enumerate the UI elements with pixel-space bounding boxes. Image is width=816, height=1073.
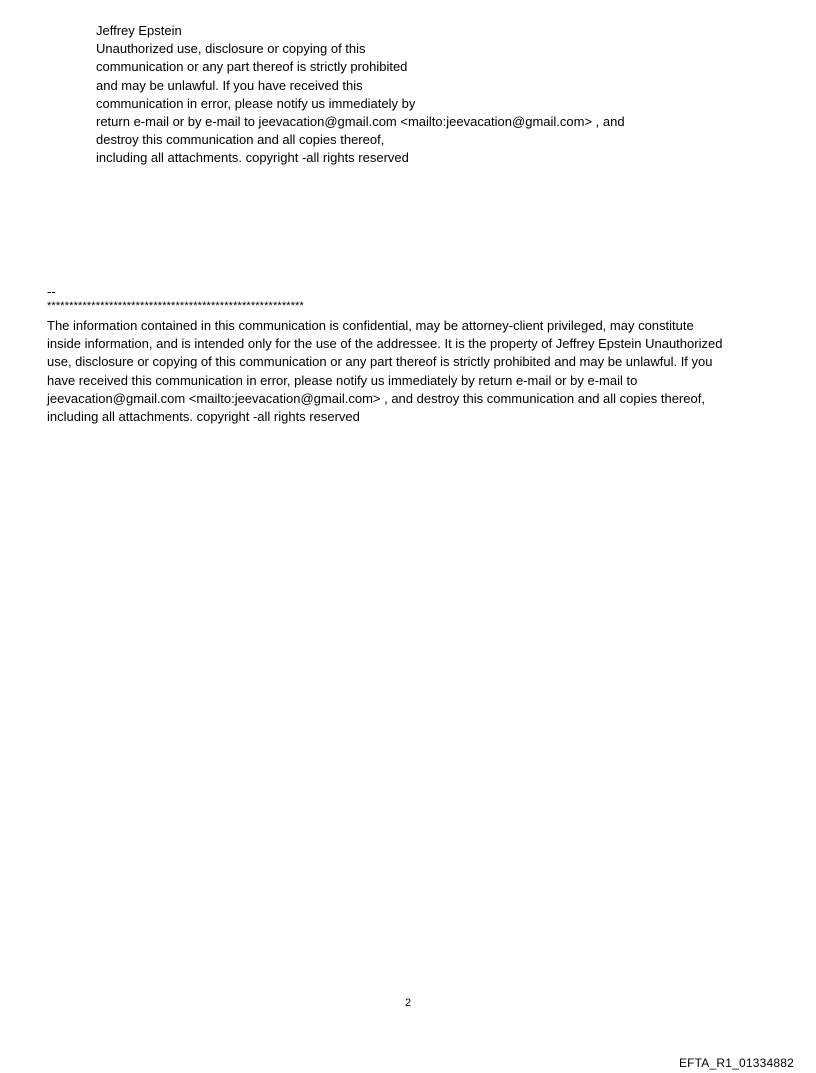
signature-line: including all attachments. copyright -all rights reserved — [96, 150, 409, 166]
disclaimer-line: use, disclosure or copying of this communication or any part thereof is strictly prohibited and may be unlawful. If you — [47, 354, 713, 370]
signature-line: communication in error, please notify us immediately by — [96, 95, 416, 111]
separator-stars: ********************************************************** — [47, 300, 304, 312]
document-id: EFTA_R1_01334882 — [678, 1056, 794, 1070]
disclaimer-line: including all attachments. copyright -all rights reserved — [47, 409, 360, 425]
separator-dashes: -- — [47, 284, 56, 299]
disclaimer-line: The information contained in this communication is confidential, may be attorney-client privileged, may constitute — [47, 318, 694, 333]
signature-line: return e-mail or by e-mail to jeevacation@gmail.com <mailto:jeevacation@gmail.com> , and — [96, 114, 625, 130]
signature-line: and may be unlawful. If you have received this — [96, 77, 363, 93]
signature-block — [96, 22, 736, 168]
signature-line: communication or any part thereof is strictly prohibited — [96, 59, 408, 75]
signature-line: destroy this communication and all copies thereof, — [96, 132, 385, 148]
disclaimer-line: have received this communication in error, please notify us immediately by return e-mail or by e-mail to — [47, 372, 638, 388]
page-number: 2 — [404, 997, 412, 1009]
disclaimer-line: jeevacation@gmail.com <mailto:jeevacation@gmail.com> , and destroy this communication and all copies thereof, — [47, 390, 705, 406]
signature-line: Unauthorized use, disclosure or copying of this — [96, 41, 366, 57]
confidentiality-disclaimer — [47, 317, 767, 426]
disclaimer-line: inside information, and is intended only for the use of the addressee. It is the property of Jeffrey Epstein Unauthorized — [47, 336, 723, 352]
signature-name: Jeffrey Epstein — [96, 23, 182, 38]
